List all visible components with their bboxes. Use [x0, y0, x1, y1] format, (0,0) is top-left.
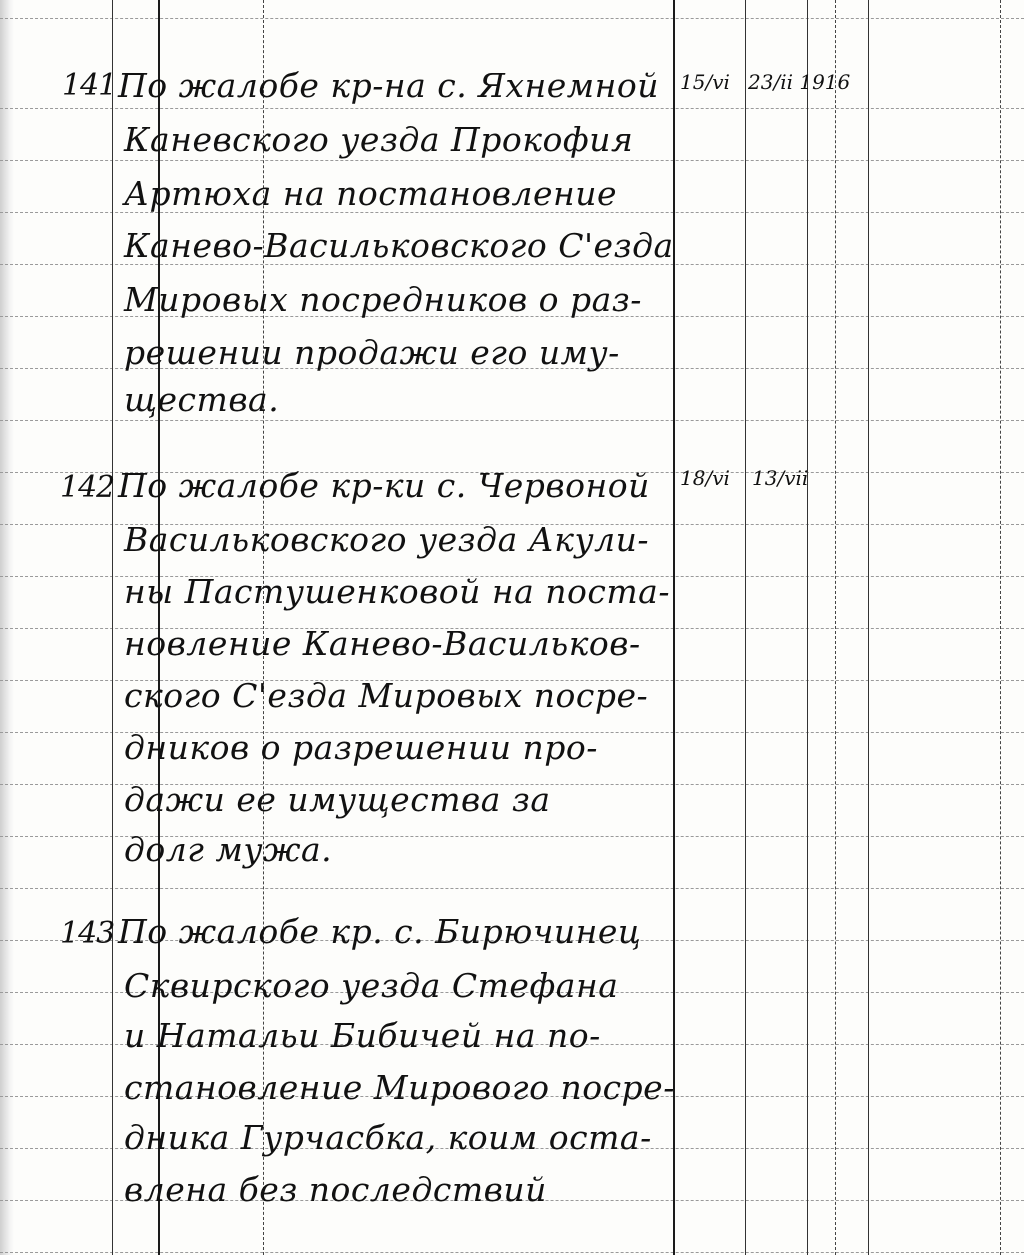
entry-text-line: Канево-Васильковского С'езда [124, 226, 674, 265]
date-received: 15/vi [680, 70, 730, 94]
date-received: 18/vi [680, 466, 730, 490]
entry-number: 143 [60, 916, 115, 951]
entry-text-line: По жалобе кр-ки с. Червоной [118, 466, 650, 505]
entry-text-line: ского С'езда Мировых посре- [124, 676, 649, 715]
entry-text-line: решении продажи его иму- [124, 333, 620, 372]
entry-text-line: Мировых посредников о раз- [124, 280, 642, 319]
entry-text-line: Каневского уезда Прокофия [124, 120, 634, 159]
entry-text-line: щества. [124, 380, 280, 419]
entry-text-line: Васильковского уезда Акули- [124, 520, 650, 559]
entry-text-line: дников о разрешении про- [124, 728, 598, 767]
date-resolved: 23/ii 1916 [748, 70, 851, 94]
entry-text-line: дажи ее имущества за [124, 780, 551, 819]
entry-text-line: ны Пастушенковой на поста- [124, 572, 671, 611]
entry-text-line: По жалобе кр. с. Бирючинец [118, 912, 642, 951]
entry-number: 141 [62, 68, 117, 103]
entry-text-line: становление Мирового посре- [124, 1068, 675, 1107]
entry-text-line: Артюха на постановление [124, 174, 618, 213]
entry-text-line: и Натальи Бибичей на по- [124, 1016, 601, 1055]
entry-text-line: Сквирского уезда Стефана [124, 966, 619, 1005]
entry-text-line: новление Канево-Васильков- [124, 624, 641, 663]
entry-number: 142 [60, 470, 115, 505]
date-resolved: 13/vii [752, 466, 809, 490]
entry-text-line: влена без последствий [124, 1170, 547, 1209]
entry-text-line: дника Гурчасбка, коим оста- [124, 1118, 652, 1157]
entry-text-line: По жалобе кр-на с. Яхнемной [118, 66, 659, 105]
entry-text-line: долг мужа. [124, 830, 333, 869]
